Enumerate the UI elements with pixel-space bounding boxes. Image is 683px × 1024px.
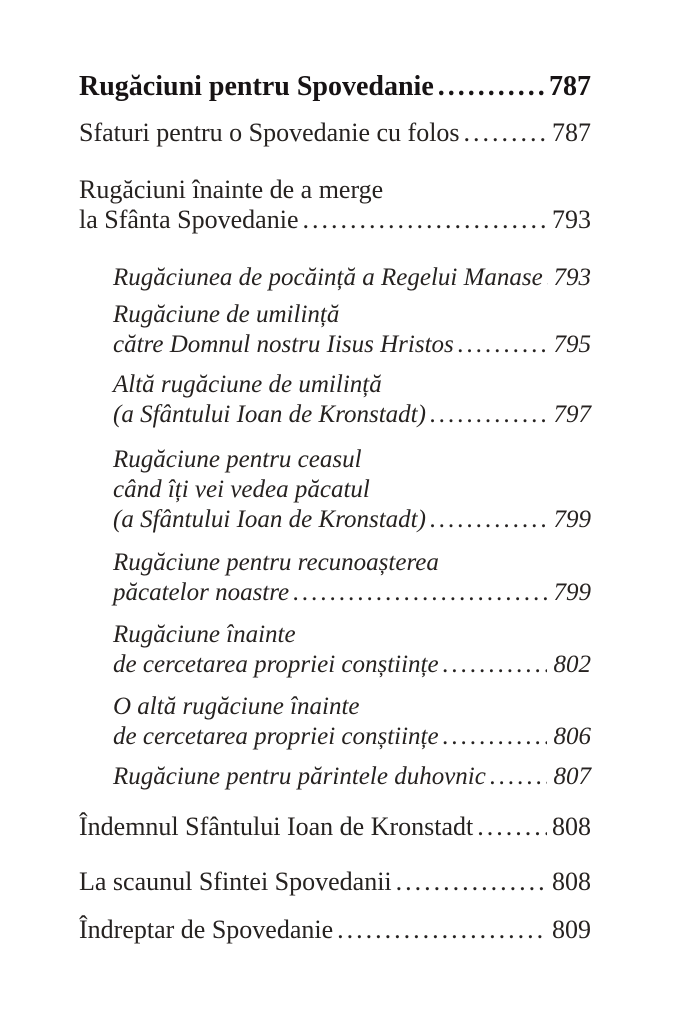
toc-line <box>79 300 591 330</box>
page-number: 808 <box>552 867 591 896</box>
toc-entry-label: O altă rugăciune înainte <box>113 693 360 720</box>
toc-line <box>79 915 591 945</box>
page-number: 808 <box>552 812 591 841</box>
dot-leader <box>430 505 547 535</box>
toc-line <box>79 505 591 535</box>
toc-line <box>79 370 591 400</box>
toc-entry-label: Rugăciune înainte <box>113 621 296 648</box>
dot-leader <box>443 722 547 752</box>
toc-line <box>79 175 591 205</box>
toc-entry <box>79 692 591 752</box>
page-number: 799 <box>553 506 591 533</box>
toc-line <box>79 118 591 148</box>
toc-line <box>79 867 591 897</box>
toc-entry-label: (a Sfântului Ioan de Kronstadt) <box>113 401 426 428</box>
toc-line <box>79 330 591 360</box>
toc-line <box>79 812 591 842</box>
toc-entry <box>79 118 591 148</box>
page-number: 797 <box>553 401 591 428</box>
toc-entry <box>79 370 591 430</box>
page-number: 799 <box>553 579 591 606</box>
toc-line <box>79 762 591 792</box>
toc-entry <box>79 812 591 842</box>
dot-leader <box>293 578 547 608</box>
toc-line <box>79 205 591 235</box>
page-number: 802 <box>553 651 591 678</box>
toc-line <box>79 548 591 578</box>
toc-entry-label: Îndemnul Sfântului Ioan de Kronstadt <box>79 812 474 841</box>
page-number: 787 <box>552 118 591 147</box>
page-number: 809 <box>552 915 591 944</box>
toc-entry-label: la Sfânta Spovedanie <box>79 205 299 234</box>
toc-entry-label: de cercetarea propriei conștiințe <box>113 651 439 678</box>
dot-leader <box>337 915 547 945</box>
dot-leader <box>438 70 547 104</box>
toc-entry-label: La scaunul Sfintei Spovedanii <box>79 867 392 896</box>
toc-entry-label: Rugăciune de umilință <box>113 301 340 328</box>
toc-entry-label: către Domnul nostru Iisus Hristos <box>113 331 454 358</box>
toc-entry-label: Rugăciuni înainte de a merge <box>79 175 384 204</box>
toc-line <box>79 722 591 752</box>
dot-leader <box>477 812 547 842</box>
toc-line <box>79 475 591 505</box>
toc-entry <box>79 263 591 293</box>
page-number: 795 <box>553 331 591 358</box>
page-number: 806 <box>553 723 591 750</box>
toc-line <box>79 70 591 104</box>
toc-line <box>79 445 591 475</box>
toc-entry-label: Sfaturi pentru o Spovedanie cu folos <box>79 118 460 147</box>
dot-leader <box>458 330 547 360</box>
toc-line <box>79 692 591 722</box>
toc-entry <box>79 867 591 897</box>
toc-line <box>79 263 591 293</box>
page-number: 787 <box>549 71 591 102</box>
table-of-contents <box>79 70 591 945</box>
dot-leader <box>443 650 547 680</box>
toc-entry-label: păcatelor noastre <box>113 579 290 606</box>
toc-entry-chapter-title <box>79 70 591 104</box>
toc-line <box>79 578 591 608</box>
toc-entry-label: Rugăciune pentru ceasul <box>113 446 362 473</box>
toc-entry <box>79 620 591 680</box>
dot-leader <box>490 762 547 792</box>
toc-entry-label: de cercetarea propriei conștiințe <box>113 723 439 750</box>
toc-line <box>79 400 591 430</box>
dot-leader <box>396 867 547 897</box>
page-number: 793 <box>553 264 591 291</box>
toc-entry <box>79 300 591 360</box>
toc-entry-label: când îți vei vedea păcatul <box>113 476 370 503</box>
toc-entry <box>79 762 591 792</box>
toc-entry-label: Îndreptar de Spovedanie <box>79 915 334 944</box>
toc-entry-label: Rugăciune pentru părintele duhovnic <box>113 763 486 790</box>
dot-leader <box>430 400 547 430</box>
toc-entry <box>79 175 591 235</box>
dot-leader <box>303 205 548 235</box>
toc-line <box>79 620 591 650</box>
toc-entry <box>79 915 591 945</box>
toc-entry-label: (a Sfântului Ioan de Kronstadt) <box>113 506 426 533</box>
page-number: 807 <box>553 763 591 790</box>
page-number: 793 <box>552 205 591 234</box>
toc-entry-label: Altă rugăciune de umilință <box>113 371 382 398</box>
dot-leader <box>464 118 547 148</box>
toc-entry <box>79 548 591 608</box>
toc-entry-label: Rugăciune pentru recunoașterea <box>113 549 439 576</box>
toc-entry-label: Rugăciuni pentru Spovedanie <box>79 71 434 102</box>
toc-entry-label: Rugăciunea de pocăință a Regelui Manase <box>113 264 543 291</box>
toc-entry <box>79 445 591 535</box>
toc-line <box>79 650 591 680</box>
